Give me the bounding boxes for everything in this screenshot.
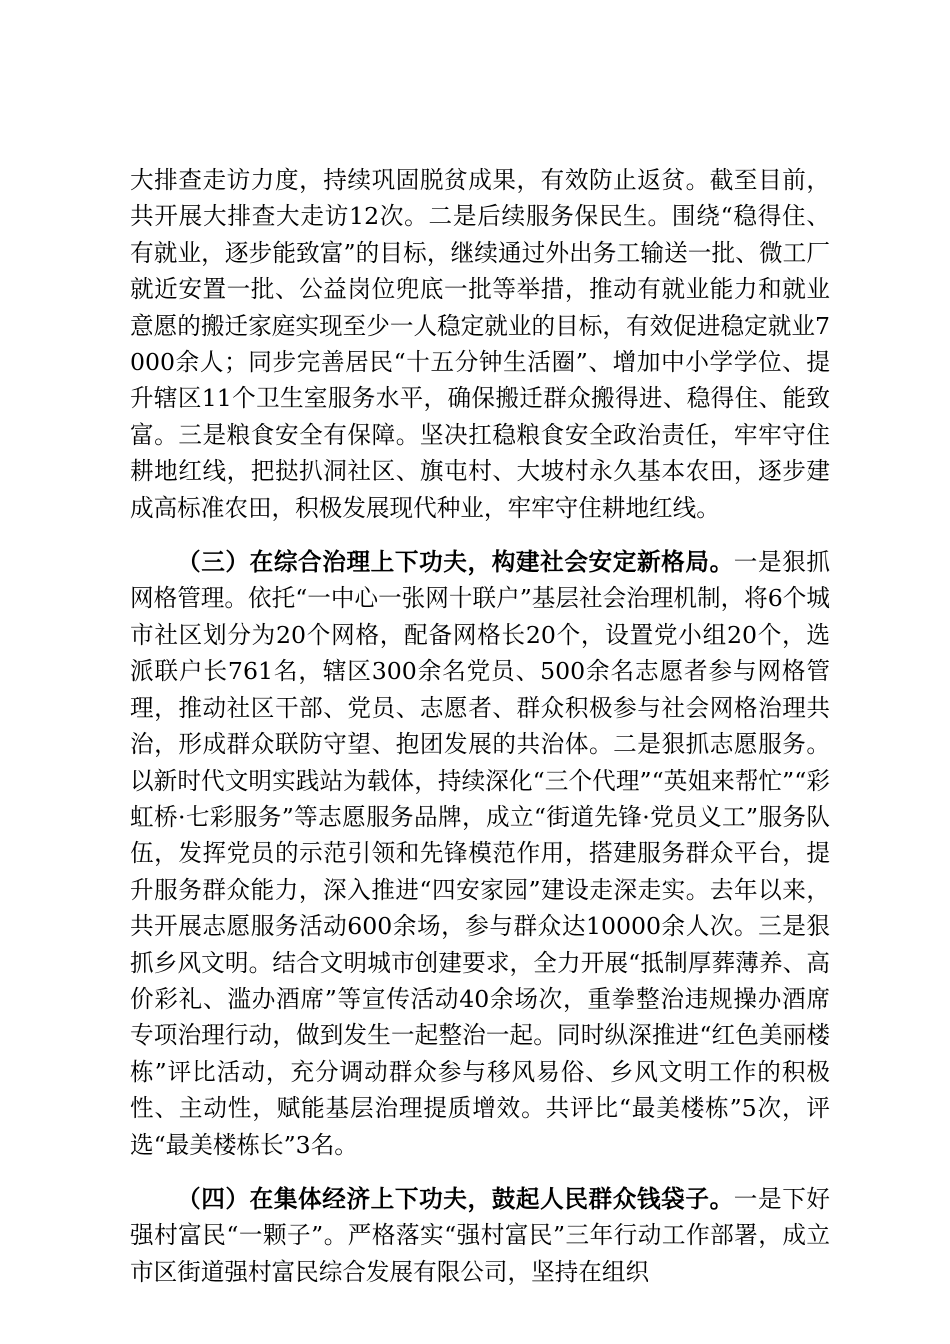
section-heading: （四）在集体经济上下功夫，鼓起人民群众钱袋子。 <box>177 1184 734 1213</box>
paragraph-section-four <box>130 1181 830 1290</box>
paragraph-continuation <box>130 162 830 526</box>
document-page <box>130 162 830 1290</box>
paragraph-body: 大排查走访力度，持续巩固脱贫成果，有效防止返贫。截至目前，共开展大排查大走访12次。二是后续服务保民生。围绕“稳得住、有就业，逐步能致富”的目标，继续通过外出务工输送一批、微工厂就近安置一批、公益岗位兜底一批等举措，推动有就业能力和就业意愿的搬迁家庭实现至少一人稳定就业的目标，有效促进稳定就业7000余人；同步完善居民“十五分钟生活圈”、增加中小学学位、提升辖区11个卫生室服务水平，确保搬迁群众搬得进、稳得住、能致富。三是粮食安全有保障。坚决扛稳粮食安全政治责任，牢牢守住耕地红线，把挞扒洞社区、旗屯村、大坡村永久基本农田，逐步建成高标准农田，积极发展现代种业，牢牢守住耕地红线。 <box>130 166 830 522</box>
section-heading: （三）在综合治理上下功夫，构建社会安定新格局。 <box>177 548 734 577</box>
paragraph-section-three <box>130 544 830 1163</box>
paragraph-body: 一是狠抓网格管理。依托“一中心一张网十联户”基层社会治理机制，将6个城市社区划分为20个网格，配备网格长20个，设置党小组20个，选派联户长761名，辖区300余名党员、500余名志愿者参与网格管理，推动社区干部、党员、志愿者、群众积极参与社会网格治理共治，形成群众联防守望、抱团发展的共治体。二是狠抓志愿服务。以新时代文明实践站为载体，持续深化“三个代理”“英姐来帮忙”“彩虹桥·七彩服务”等志愿服务品牌，成立“街道先锋·党员义工”服务队伍，发挥党员的示范引领和先锋模范作用，搭建服务群众平台，提升服务群众能力，深入推进“四安家园”建设走深走实。去年以来，共开展志愿服务活动600余场，参与群众达10000余人次。三是狠抓乡风文明。结合文明城市创建要求，全力开展“抵制厚葬薄养、高价彩礼、滥办酒席”等宣传活动40余场次，重拳整治违规操办酒席专项治理行动，做到发生一起整治一起。同时纵深推进“红色美丽楼栋”评比活动，充分调动群众参与移风易俗、乡风文明工作的积极性、主动性，赋能基层治理提质增效。共评比“最美楼栋”5次，评选“最美楼栋长”3名。 <box>130 548 830 1159</box>
paragraph-body: 一是下好强村富民“一颗子”。严格落实“强村富民”三年行动工作部署，成立市区街道强村富民综合发展有限公司，坚持在组织 <box>130 1184 830 1286</box>
